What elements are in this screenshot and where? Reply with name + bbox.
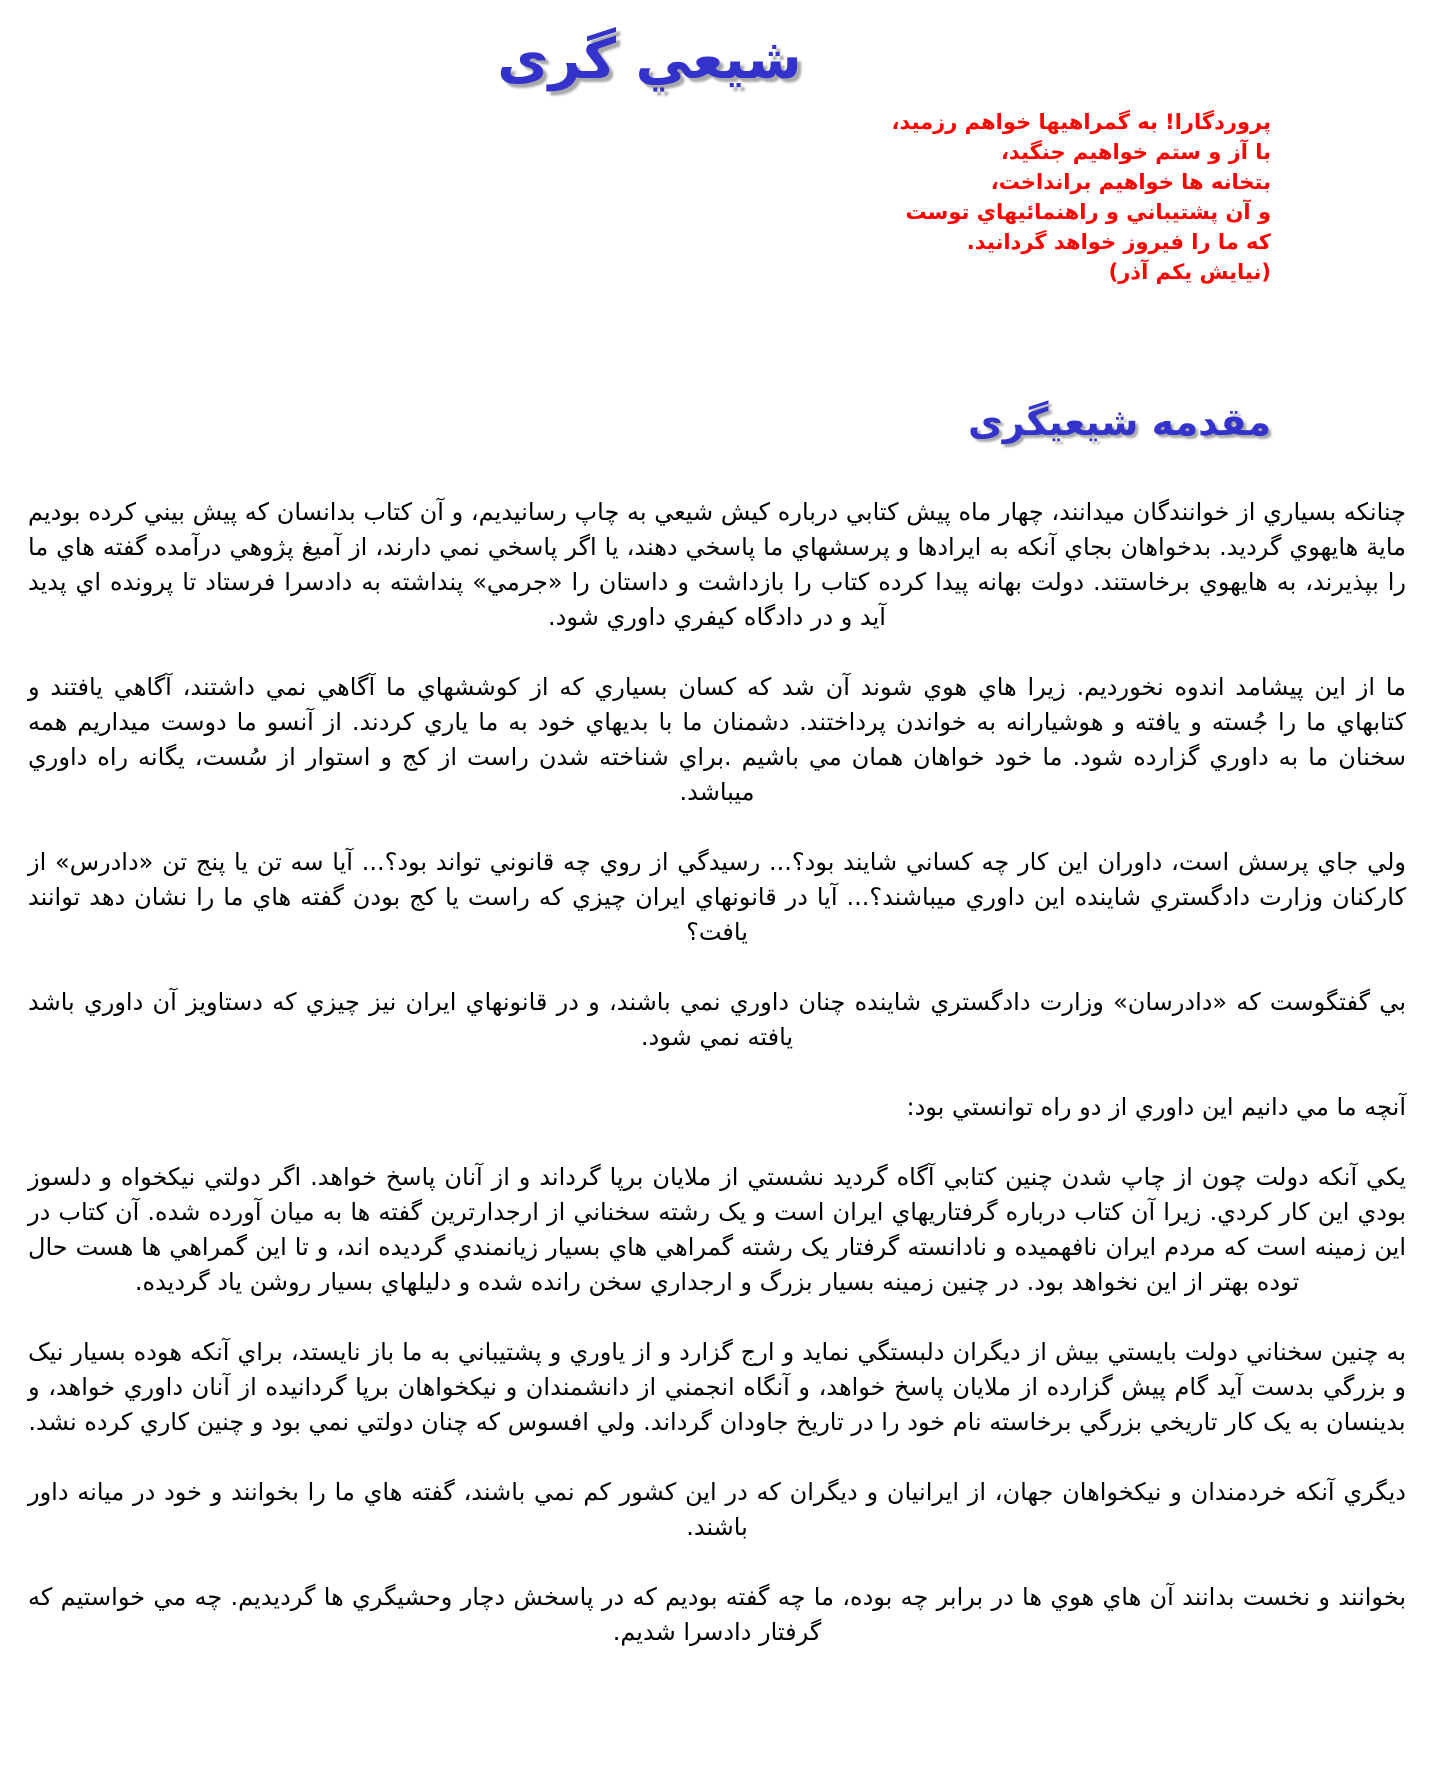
paragraph: ديگري آنکه خردمندان و نيکخواهان جهان، از ايرانيان و ديگران که در اين کشور کم نمي باشند، گفته هاي ما را بخوانند و خود در ميانه داور باشند.: [28, 1477, 1406, 1541]
epigraph-line: و آن پشتيباني و راهنمائيهاي توست: [905, 200, 1271, 225]
document-header: [28, 26, 1271, 447]
document-title: شيعي گری: [497, 27, 802, 92]
epigraph-line: بتخانه ها خواهيم برانداخت،: [990, 170, 1271, 195]
paragraph: ولي جاي پرسش است، داوران اين کار چه کساني شايند بود؟... رسيدگي از روي چه قانوني تواند بود؟... آيا سه تن يا پنج تن «دادرس» از کارکنان وزارت دادگستري شاينده اين داوري ميباشند؟... آيا در قانونهاي ايران چيزي که راست يا کج بودن گفته هاي ما را نشان دهد توانند يافت؟: [28, 847, 1406, 946]
epigraph: [28, 107, 1271, 287]
paragraph: بخوانند و نخست بدانند آن هاي هوي ها در برابر چه بوده، ما چه گفته بوديم که در پاسخش دچار وحشيگري ها گرديديم. چه مي خواستيم که گرفتار دادسرا شديم.: [28, 1582, 1406, 1646]
epigraph-line: که ما را فيروز خواهد گردانيد.: [966, 230, 1271, 255]
paragraph: آنچه ما مي دانيم اين داوري از دو راه توانستي بود:: [906, 1092, 1406, 1121]
body-text: [28, 495, 1406, 1650]
epigraph-line: با آز و ستم خواهيم جنگيد،: [1000, 140, 1271, 165]
section-heading: مقدمه شيعيگری: [967, 400, 1271, 445]
epigraph-line: (نيايش يکم آذر): [1108, 260, 1271, 285]
paragraph: يکي آنکه دولت چون از چاپ شدن چنين کتابي آگاه گرديد نشستي از ملايان برپا گرداند و از آنان پاسخ خواهد. اگر دولتي نيکخواه و دلسوز بودي اين کار کردي. زيرا آن کتاب درباره گرفتاريهاي ايران است و يک رشته سخناني از ارجدارترين گفته ها به ميان آورده شده. آن کتاب در اين زمينه است که مردم ايران نافهميده و نادانسته گرفتار يک رشته گمراهي هاي بسيار زيانمندي گرديده اند، و تا اين گمراهي ها هست حال توده بهتر از اين نخواهد بود. در چنين زمينه بسيار بزرگ و ارجداري سخن رانده شده و دليلهاي بسيار روشن ياد گرديده.: [28, 1162, 1406, 1296]
paragraph: بي گفتگوست که «دادرسان» وزارت دادگستري شاينده چنان داوري نمي باشند، و در قانونهاي ايران نيز چيزي که دستاويز آن داوري باشد يافته نمي شود.: [28, 987, 1406, 1051]
paragraph: ما از اين پيشامد اندوه نخورديم. زيرا هاي هوي شوند آن شد که کسان بسياري که از کوششهاي ما آگاهي نمي داشتند، آگاهي يافتند و کتابهاي ما را جُسته و يافته و هوشيارانه به خواندن پرداختند. دشمنان ما با بديهاي خود به ما ياري کردند. از آنسو ما دوست ميداريم همه سخنان ما به داوري گزارده شود. ما خود خواهان همان مي باشيم .براي شناخته شدن راست از کج و استوار از سُست، يگانه راه داوري ميباشد.: [28, 672, 1406, 806]
paragraph: چنانکه بسياري از خوانندگان ميدانند، چهار ماه پيش کتابي درباره کيش شيعي به چاپ رسانيديم، و آن کتاب بدانسان که پيش بيني کرده بوديم ماية هايهوي گرديد. بدخواهان بجاي آنکه به ايرادها و پرسشهاي ما پاسخي دهند، يا اگر پاسخي نمي دارند، از آميغ پژوهي درآمده گفته هاي ما را بپذيرند، به هايهوي برخاستند. دولت بهانه پيدا کرده کتاب را بازداشت و داستان را «جرمي» پنداشته به دادسرا فرستاد تا پرونده اي پديد آيد و در دادگاه کيفري داوري شود.: [28, 497, 1406, 631]
epigraph-line: پروردگارا! به گمراهيها خواهم رزميد،: [891, 110, 1271, 135]
paragraph: به چنين سخناني دولت بايستي بيش از ديگران دلبستگي نمايد و ارج گزارد و از ياوري و پشتيباني به ما باز نايستد، براي آنکه هوده بسيار نيک و بزرگي بدست آيد گام پيش گزارده از ملايان پاسخ خواهد، و آنگاه انجمني از دانشمندان و نيکخواهان برپا گردانيده از آنان داوري خواهد، و بدينسان به يک کار تاريخي بزرگي برخاسته نام خود را در تاريخ جاودان گرداند. ولي افسوس که چنان دولتي نمي بود و چنين کاري کرده نشد.: [28, 1337, 1406, 1436]
